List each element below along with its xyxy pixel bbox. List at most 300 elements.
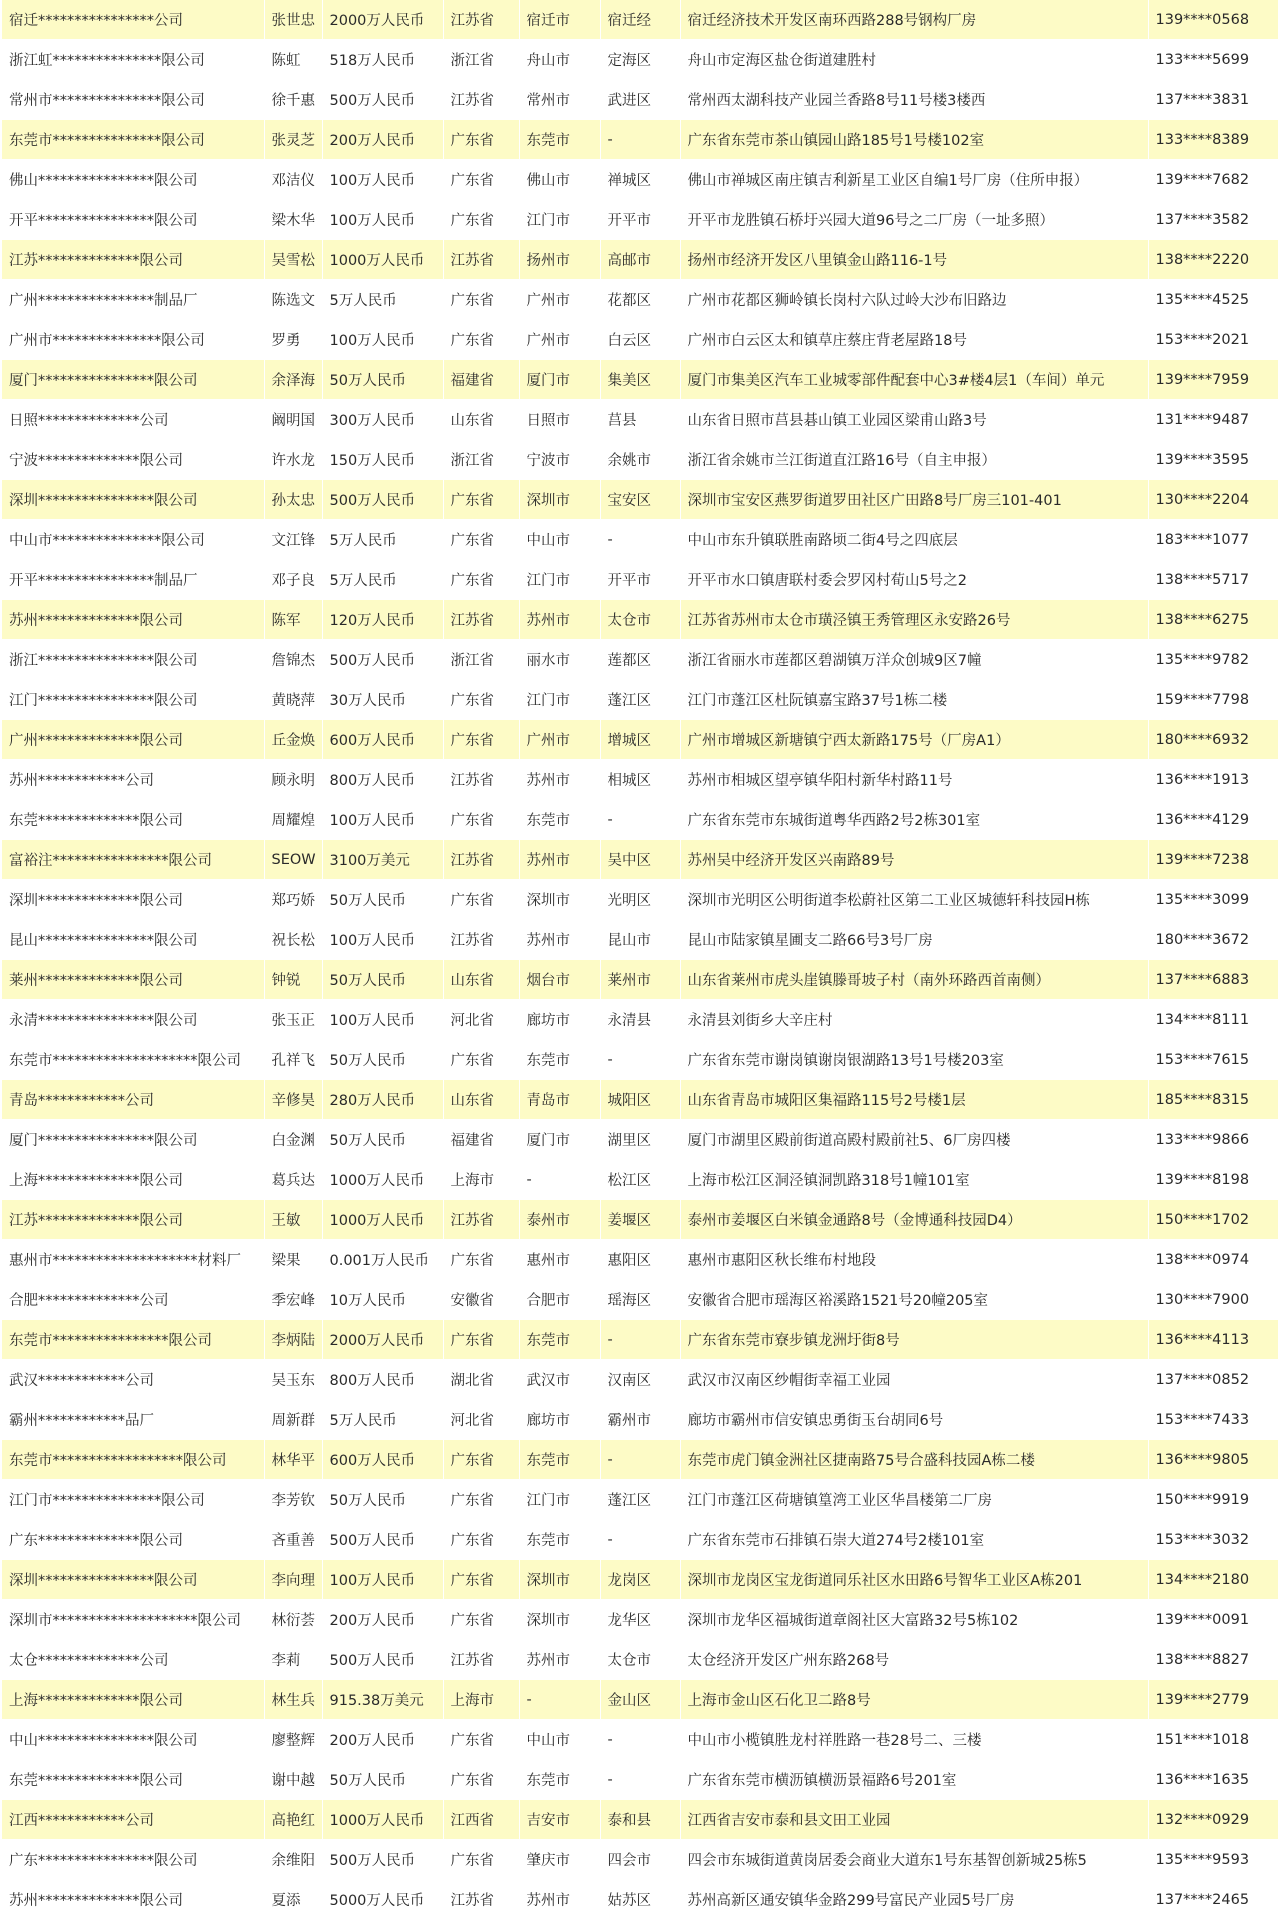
province-cell: 广东省: [443, 120, 519, 160]
phone-cell: 136****4129: [1148, 800, 1278, 840]
registered-capital-cell: 500万人民币: [322, 1840, 443, 1880]
table-row: [2, 1480, 1278, 1520]
company-name-cell: 深圳市********************限公司: [2, 1600, 264, 1640]
district-cell: -: [600, 120, 680, 160]
table-row: [2, 1720, 1278, 1760]
table-row: [2, 80, 1278, 120]
address-cell: 广州市白云区太和镇草庄蔡庄背老屋路18号: [680, 320, 1148, 360]
table-body: [2, 0, 1278, 1920]
company-name-cell: 合肥**************公司: [2, 1280, 264, 1320]
city-cell: 深圳市: [519, 1600, 600, 1640]
contact-person-cell: 周新群: [264, 1400, 322, 1440]
province-cell: 河北省: [443, 1400, 519, 1440]
address-cell: 广东省东莞市石排镇石崇大道274号2楼101室: [680, 1520, 1148, 1560]
address-cell: 泰州市姜堰区白米镇金通路8号（金博通科技园D4）: [680, 1200, 1148, 1240]
district-cell: 蓬江区: [600, 680, 680, 720]
company-name-cell: 中山****************限公司: [2, 1720, 264, 1760]
registered-capital-cell: 800万人民币: [322, 1360, 443, 1400]
contact-person-cell: 季宏峰: [264, 1280, 322, 1320]
company-name-cell: 佛山****************限公司: [2, 160, 264, 200]
city-cell: 苏州市: [519, 1880, 600, 1920]
district-cell: 瑶海区: [600, 1280, 680, 1320]
phone-cell: 130****7900: [1148, 1280, 1278, 1320]
phone-cell: 133****9866: [1148, 1120, 1278, 1160]
table-row: [2, 800, 1278, 840]
contact-person-cell: 祝长松: [264, 920, 322, 960]
table-row: [2, 1360, 1278, 1400]
province-cell: 浙江省: [443, 640, 519, 680]
address-cell: 惠州市惠阳区秋长维布村地段: [680, 1240, 1148, 1280]
address-cell: 佛山市禅城区南庄镇吉利新星工业区自编1号厂房（住所申报）: [680, 160, 1148, 200]
contact-person-cell: 梁果: [264, 1240, 322, 1280]
city-cell: 江门市: [519, 200, 600, 240]
company-name-cell: 永清****************限公司: [2, 1000, 264, 1040]
district-cell: 增城区: [600, 720, 680, 760]
table-row: [2, 1120, 1278, 1160]
registered-capital-cell: 600万人民币: [322, 720, 443, 760]
phone-cell: 139****7959: [1148, 360, 1278, 400]
table-row: [2, 680, 1278, 720]
city-cell: 深圳市: [519, 480, 600, 520]
city-cell: 厦门市: [519, 360, 600, 400]
registered-capital-cell: 100万人民币: [322, 200, 443, 240]
registered-capital-cell: 5万人民币: [322, 1400, 443, 1440]
company-name-cell: 深圳**************限公司: [2, 880, 264, 920]
contact-person-cell: 王敏: [264, 1200, 322, 1240]
registered-capital-cell: 30万人民币: [322, 680, 443, 720]
district-cell: 龙岗区: [600, 1560, 680, 1600]
phone-cell: 150****1702: [1148, 1200, 1278, 1240]
company-name-cell: 宿迁****************公司: [2, 0, 264, 40]
company-name-cell: 东莞市****************限公司: [2, 1320, 264, 1360]
phone-cell: 136****9805: [1148, 1440, 1278, 1480]
contact-person-cell: 吴玉东: [264, 1360, 322, 1400]
province-cell: 江苏省: [443, 240, 519, 280]
city-cell: 丽水市: [519, 640, 600, 680]
company-name-cell: 广州**************限公司: [2, 720, 264, 760]
city-cell: 东莞市: [519, 1520, 600, 1560]
province-cell: 广东省: [443, 1040, 519, 1080]
company-name-cell: 富裕注****************限公司: [2, 840, 264, 880]
address-cell: 江门市蓬江区杜阮镇嘉宝路37号1栋二楼: [680, 680, 1148, 720]
address-cell: 山东省莱州市虎头崖镇滕哥坡子村（南外环路西首南侧）: [680, 960, 1148, 1000]
company-name-cell: 广东****************限公司: [2, 1840, 264, 1880]
contact-person-cell: 陈军: [264, 600, 322, 640]
contact-person-cell: 林生兵: [264, 1680, 322, 1720]
contact-person-cell: 余维阳: [264, 1840, 322, 1880]
address-cell: 中山市小榄镇胜龙村祥胜路一巷28号二、三楼: [680, 1720, 1148, 1760]
registered-capital-cell: 5000万人民币: [322, 1880, 443, 1920]
district-cell: 莒县: [600, 400, 680, 440]
company-name-cell: 开平****************制品厂: [2, 560, 264, 600]
registered-capital-cell: 300万人民币: [322, 400, 443, 440]
table-row: [2, 1680, 1278, 1720]
table-row: [2, 640, 1278, 680]
city-cell: -: [519, 1680, 600, 1720]
registered-capital-cell: 50万人民币: [322, 880, 443, 920]
province-cell: 广东省: [443, 1600, 519, 1640]
address-cell: 广东省东莞市茶山镇园山路185号1号楼102室: [680, 120, 1148, 160]
city-cell: 东莞市: [519, 800, 600, 840]
phone-cell: 139****0568: [1148, 0, 1278, 40]
district-cell: 莱州市: [600, 960, 680, 1000]
address-cell: 宿迁经济技术开发区南环西路288号钢构厂房: [680, 0, 1148, 40]
table-row: [2, 1520, 1278, 1560]
address-cell: 浙江省丽水市莲都区碧湖镇万洋众创城9区7幢: [680, 640, 1148, 680]
address-cell: 广东省东莞市东城街道粤华西路2号2栋301室: [680, 800, 1148, 840]
company-name-cell: 昆山****************限公司: [2, 920, 264, 960]
table-row: [2, 360, 1278, 400]
district-cell: 花都区: [600, 280, 680, 320]
company-name-cell: 广州市***************限公司: [2, 320, 264, 360]
address-cell: 广州市增城区新塘镇宁西太新路175号（厂房A1）: [680, 720, 1148, 760]
province-cell: 广东省: [443, 720, 519, 760]
province-cell: 广东省: [443, 520, 519, 560]
company-name-cell: 深圳****************限公司: [2, 1560, 264, 1600]
contact-person-cell: 钟锐: [264, 960, 322, 1000]
district-cell: 宝安区: [600, 480, 680, 520]
company-name-cell: 宁波**************限公司: [2, 440, 264, 480]
city-cell: 佛山市: [519, 160, 600, 200]
province-cell: 广东省: [443, 560, 519, 600]
phone-cell: 136****1913: [1148, 760, 1278, 800]
district-cell: 四会市: [600, 1840, 680, 1880]
province-cell: 广东省: [443, 1240, 519, 1280]
city-cell: 中山市: [519, 520, 600, 560]
contact-person-cell: 廖整辉: [264, 1720, 322, 1760]
city-cell: 东莞市: [519, 1440, 600, 1480]
district-cell: 相城区: [600, 760, 680, 800]
phone-cell: 159****7798: [1148, 680, 1278, 720]
address-cell: 深圳市光明区公明街道李松蔚社区第二工业区城德轩科技园H栋: [680, 880, 1148, 920]
registered-capital-cell: 915.38万美元: [322, 1680, 443, 1720]
phone-cell: 139****3595: [1148, 440, 1278, 480]
province-cell: 上海市: [443, 1160, 519, 1200]
phone-cell: 150****9919: [1148, 1480, 1278, 1520]
province-cell: 广东省: [443, 1320, 519, 1360]
registered-capital-cell: 500万人民币: [322, 480, 443, 520]
registered-capital-cell: 280万人民币: [322, 1080, 443, 1120]
registered-capital-cell: 2000万人民币: [322, 1320, 443, 1360]
city-cell: 烟台市: [519, 960, 600, 1000]
district-cell: -: [600, 1320, 680, 1360]
table-row: [2, 560, 1278, 600]
phone-cell: 139****7682: [1148, 160, 1278, 200]
city-cell: 广州市: [519, 280, 600, 320]
table-row: [2, 1280, 1278, 1320]
district-cell: -: [600, 1040, 680, 1080]
table-row: [2, 520, 1278, 560]
phone-cell: 138****6275: [1148, 600, 1278, 640]
phone-cell: 139****0091: [1148, 1600, 1278, 1640]
table-row: [2, 1600, 1278, 1640]
province-cell: 福建省: [443, 360, 519, 400]
company-name-cell: 上海**************限公司: [2, 1160, 264, 1200]
district-cell: 宿迁经: [600, 0, 680, 40]
company-name-cell: 惠州市********************材料厂: [2, 1240, 264, 1280]
district-cell: 光明区: [600, 880, 680, 920]
phone-cell: 153****7615: [1148, 1040, 1278, 1080]
district-cell: 松江区: [600, 1160, 680, 1200]
contact-person-cell: 阚明国: [264, 400, 322, 440]
province-cell: 湖北省: [443, 1360, 519, 1400]
table-row: [2, 1200, 1278, 1240]
contact-person-cell: 文江锋: [264, 520, 322, 560]
city-cell: 苏州市: [519, 760, 600, 800]
table-row: [2, 1760, 1278, 1800]
contact-person-cell: 顾永明: [264, 760, 322, 800]
city-cell: 肇庆市: [519, 1840, 600, 1880]
district-cell: 昆山市: [600, 920, 680, 960]
address-cell: 浙江省余姚市兰江街道直江路16号（自主申报）: [680, 440, 1148, 480]
phone-cell: 138****0974: [1148, 1240, 1278, 1280]
district-cell: 城阳区: [600, 1080, 680, 1120]
city-cell: 东莞市: [519, 1320, 600, 1360]
contact-person-cell: 张玉正: [264, 1000, 322, 1040]
contact-person-cell: 高艳红: [264, 1800, 322, 1840]
company-name-cell: 常州市***************限公司: [2, 80, 264, 120]
city-cell: 厦门市: [519, 1120, 600, 1160]
province-cell: 广东省: [443, 1520, 519, 1560]
contact-person-cell: 李芳钦: [264, 1480, 322, 1520]
table-row: [2, 480, 1278, 520]
city-cell: 吉安市: [519, 1800, 600, 1840]
address-cell: 山东省青岛市城阳区集福路115号2号楼1层: [680, 1080, 1148, 1120]
table-row: [2, 720, 1278, 760]
phone-cell: 137****3831: [1148, 80, 1278, 120]
registered-capital-cell: 500万人民币: [322, 80, 443, 120]
address-cell: 苏州高新区通安镇华金路299号富民产业园5号厂房: [680, 1880, 1148, 1920]
table-row: [2, 280, 1278, 320]
district-cell: -: [600, 1440, 680, 1480]
contact-person-cell: 詹锦杰: [264, 640, 322, 680]
table-row: [2, 1400, 1278, 1440]
phone-cell: 185****8315: [1148, 1080, 1278, 1120]
company-name-cell: 厦门****************限公司: [2, 1120, 264, 1160]
registered-capital-cell: 50万人民币: [322, 960, 443, 1000]
company-name-cell: 中山市***************限公司: [2, 520, 264, 560]
company-name-cell: 广州****************制品厂: [2, 280, 264, 320]
address-cell: 中山市东升镇联胜南路顷二街4号之四底层: [680, 520, 1148, 560]
district-cell: 湖里区: [600, 1120, 680, 1160]
district-cell: -: [600, 1720, 680, 1760]
company-name-cell: 武汉************公司: [2, 1360, 264, 1400]
city-cell: 日照市: [519, 400, 600, 440]
registered-capital-cell: 200万人民币: [322, 1600, 443, 1640]
province-cell: 江苏省: [443, 1880, 519, 1920]
table-row: [2, 840, 1278, 880]
address-cell: 广东省东莞市横沥镇横沥景福路6号201室: [680, 1760, 1148, 1800]
city-cell: -: [519, 1160, 600, 1200]
company-name-cell: 广东**************限公司: [2, 1520, 264, 1560]
table-row: [2, 1240, 1278, 1280]
district-cell: 太仓市: [600, 600, 680, 640]
table-row: [2, 1320, 1278, 1360]
phone-cell: 135****9782: [1148, 640, 1278, 680]
contact-person-cell: 周耀煌: [264, 800, 322, 840]
district-cell: 霸州市: [600, 1400, 680, 1440]
city-cell: 廊坊市: [519, 1400, 600, 1440]
address-cell: 江苏省苏州市太仓市璜泾镇王秀管理区永安路26号: [680, 600, 1148, 640]
phone-cell: 136****1635: [1148, 1760, 1278, 1800]
district-cell: 高邮市: [600, 240, 680, 280]
phone-cell: 137****3582: [1148, 200, 1278, 240]
company-name-cell: 苏州************公司: [2, 760, 264, 800]
address-cell: 深圳市宝安区燕罗街道罗田社区广田路8号厂房三101-401: [680, 480, 1148, 520]
address-cell: 舟山市定海区盐仓街道建胜村: [680, 40, 1148, 80]
company-name-cell: 浙江虹***************限公司: [2, 40, 264, 80]
registered-capital-cell: 120万人民币: [322, 600, 443, 640]
phone-cell: 153****7433: [1148, 1400, 1278, 1440]
province-cell: 广东省: [443, 160, 519, 200]
company-name-cell: 浙江****************限公司: [2, 640, 264, 680]
phone-cell: 134****8111: [1148, 1000, 1278, 1040]
district-cell: -: [600, 1520, 680, 1560]
registered-capital-cell: 5万人民币: [322, 280, 443, 320]
contact-person-cell: 梁木华: [264, 200, 322, 240]
contact-person-cell: 吴雪松: [264, 240, 322, 280]
table-row: [2, 1840, 1278, 1880]
company-table: [2, 0, 1279, 1920]
district-cell: 定海区: [600, 40, 680, 80]
phone-cell: 135****3099: [1148, 880, 1278, 920]
province-cell: 广东省: [443, 1480, 519, 1520]
contact-person-cell: 谢中越: [264, 1760, 322, 1800]
district-cell: 惠阳区: [600, 1240, 680, 1280]
contact-person-cell: 孔祥飞: [264, 1040, 322, 1080]
company-name-cell: 东莞市***************限公司: [2, 120, 264, 160]
company-name-cell: 深圳****************限公司: [2, 480, 264, 520]
city-cell: 苏州市: [519, 840, 600, 880]
registered-capital-cell: 518万人民币: [322, 40, 443, 80]
address-cell: 江门市蓬江区荷塘镇篁湾工业区华昌楼第二厂房: [680, 1480, 1148, 1520]
contact-person-cell: 丘金焕: [264, 720, 322, 760]
province-cell: 江苏省: [443, 80, 519, 120]
province-cell: 山东省: [443, 1080, 519, 1120]
province-cell: 浙江省: [443, 440, 519, 480]
address-cell: 太仓经济开发区广州东路268号: [680, 1640, 1148, 1680]
city-cell: 青岛市: [519, 1080, 600, 1120]
table-row: [2, 1880, 1278, 1920]
district-cell: 泰和县: [600, 1800, 680, 1840]
address-cell: 广州市花都区狮岭镇长岗村六队过岭大沙布旧路边: [680, 280, 1148, 320]
district-cell: 余姚市: [600, 440, 680, 480]
table-row: [2, 760, 1278, 800]
registered-capital-cell: 100万人民币: [322, 160, 443, 200]
province-cell: 广东省: [443, 1840, 519, 1880]
phone-cell: 153****2021: [1148, 320, 1278, 360]
table-row: [2, 160, 1278, 200]
company-name-cell: 江门****************限公司: [2, 680, 264, 720]
province-cell: 安徽省: [443, 1280, 519, 1320]
phone-cell: 137****6883: [1148, 960, 1278, 1000]
city-cell: 东莞市: [519, 1040, 600, 1080]
table-row: [2, 920, 1278, 960]
district-cell: 禅城区: [600, 160, 680, 200]
company-name-cell: 厦门****************限公司: [2, 360, 264, 400]
district-cell: 开平市: [600, 200, 680, 240]
district-cell: -: [600, 1760, 680, 1800]
address-cell: 常州西太湖科技产业园兰香路8号11号楼3楼西: [680, 80, 1148, 120]
registered-capital-cell: 100万人民币: [322, 920, 443, 960]
city-cell: 广州市: [519, 720, 600, 760]
district-cell: 永清县: [600, 1000, 680, 1040]
table-row: [2, 1160, 1278, 1200]
district-cell: 武进区: [600, 80, 680, 120]
contact-person-cell: 葛兵达: [264, 1160, 322, 1200]
province-cell: 福建省: [443, 1120, 519, 1160]
district-cell: 蓬江区: [600, 1480, 680, 1520]
province-cell: 广东省: [443, 1560, 519, 1600]
registered-capital-cell: 50万人民币: [322, 1480, 443, 1520]
address-cell: 上海市金山区石化卫二路8号: [680, 1680, 1148, 1720]
district-cell: -: [600, 800, 680, 840]
city-cell: 廊坊市: [519, 1000, 600, 1040]
table-row: [2, 320, 1278, 360]
contact-person-cell: 李炳陆: [264, 1320, 322, 1360]
contact-person-cell: 陈选文: [264, 280, 322, 320]
phone-cell: 180****6932: [1148, 720, 1278, 760]
phone-cell: 134****2180: [1148, 1560, 1278, 1600]
province-cell: 河北省: [443, 1000, 519, 1040]
registered-capital-cell: 500万人民币: [322, 640, 443, 680]
address-cell: 山东省日照市莒县碁山镇工业园区梁甫山路3号: [680, 400, 1148, 440]
phone-cell: 137****0852: [1148, 1360, 1278, 1400]
contact-person-cell: 张灵芝: [264, 120, 322, 160]
registered-capital-cell: 1000万人民币: [322, 1800, 443, 1840]
registered-capital-cell: 5万人民币: [322, 520, 443, 560]
contact-person-cell: 余泽海: [264, 360, 322, 400]
company-name-cell: 太仓**************公司: [2, 1640, 264, 1680]
registered-capital-cell: 500万人民币: [322, 1640, 443, 1680]
city-cell: 苏州市: [519, 1640, 600, 1680]
contact-person-cell: 吝重善: [264, 1520, 322, 1560]
company-name-cell: 江门市***************限公司: [2, 1480, 264, 1520]
address-cell: 四会市东城街道黄岗居委会商业大道东1号东基智创新城25栋5: [680, 1840, 1148, 1880]
district-cell: 金山区: [600, 1680, 680, 1720]
province-cell: 广东省: [443, 1760, 519, 1800]
registered-capital-cell: 1000万人民币: [322, 1200, 443, 1240]
district-cell: 姜堰区: [600, 1200, 680, 1240]
phone-cell: 138****8827: [1148, 1640, 1278, 1680]
phone-cell: 133****5699: [1148, 40, 1278, 80]
phone-cell: 139****7238: [1148, 840, 1278, 880]
province-cell: 江苏省: [443, 840, 519, 880]
registered-capital-cell: 100万人民币: [322, 1560, 443, 1600]
table-row: [2, 0, 1278, 40]
contact-person-cell: 林衍荟: [264, 1600, 322, 1640]
company-name-cell: 莱州**************限公司: [2, 960, 264, 1000]
contact-person-cell: 罗勇: [264, 320, 322, 360]
address-cell: 深圳市龙华区福城街道章阁社区大富路32号5栋102: [680, 1600, 1148, 1640]
address-cell: 开平市水口镇唐联村委会罗冈村荀山5号之2: [680, 560, 1148, 600]
table-row: [2, 1080, 1278, 1120]
contact-person-cell: 李向理: [264, 1560, 322, 1600]
table-row: [2, 120, 1278, 160]
table-row: [2, 1800, 1278, 1840]
registered-capital-cell: 100万人民币: [322, 320, 443, 360]
table-row: [2, 1440, 1278, 1480]
table-row: [2, 240, 1278, 280]
district-cell: 姑苏区: [600, 1880, 680, 1920]
province-cell: 江苏省: [443, 600, 519, 640]
registered-capital-cell: 800万人民币: [322, 760, 443, 800]
registered-capital-cell: 200万人民币: [322, 120, 443, 160]
phone-cell: 137****2465: [1148, 1880, 1278, 1920]
address-cell: 厦门市集美区汽车工业城零部件配套中心3#楼4层1（车间）单元: [680, 360, 1148, 400]
phone-cell: 136****4113: [1148, 1320, 1278, 1360]
contact-person-cell: 邓子良: [264, 560, 322, 600]
